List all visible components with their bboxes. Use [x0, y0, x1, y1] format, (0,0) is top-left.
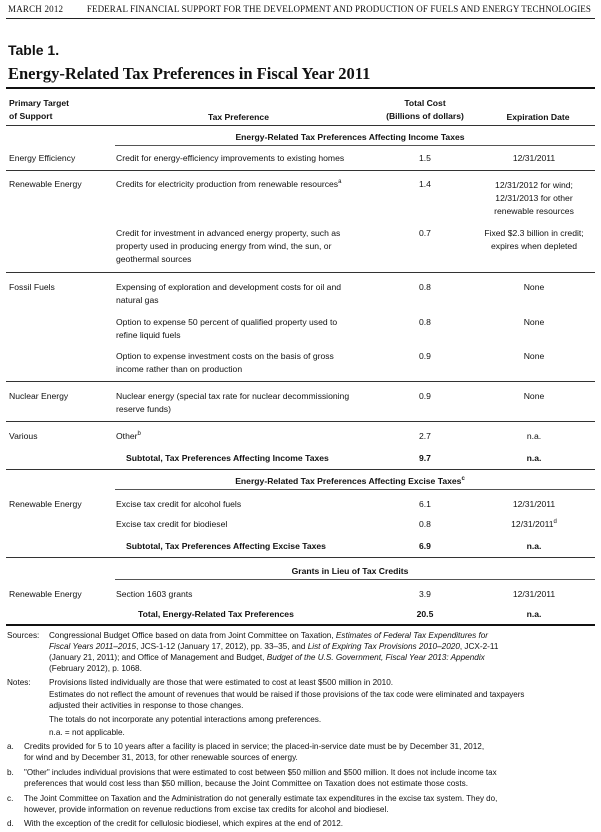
sources-text-3b: Budget of the U.S. Government, Fiscal Year 2013: Appendix [266, 653, 485, 662]
row-ff3-expiration: None [523, 351, 545, 361]
row-ex2-cost: 0.8 [419, 519, 431, 529]
total-label: Total, Energy-Related Tax Preferences [138, 609, 294, 619]
table-bottom-rule [6, 624, 595, 626]
footnote-a-label: a. [7, 742, 14, 751]
row-ex-target: Renewable Energy [9, 499, 82, 509]
row-va-target: Various [9, 431, 38, 441]
row-ex2-expiration-text: 12/31/2011 [511, 519, 554, 529]
col-header-preference: Tax Preference [208, 112, 269, 122]
col-header-cost-1: Total Cost [404, 98, 446, 108]
notes-line-5: n.a. = not applicable. [49, 728, 125, 737]
row-va-cost: 2.7 [419, 431, 431, 441]
row-ff2-expiration: None [523, 317, 545, 327]
notes-label: Notes: [7, 678, 31, 687]
subtotal-excise-cost: 6.9 [419, 541, 431, 551]
footnote-mark-a: a [338, 179, 342, 186]
running-header-date: MARCH 2012 [8, 4, 64, 14]
row-re2-preference-1: Credit for investment in advanced energy property, such as [116, 228, 341, 238]
row-re1-target: Renewable Energy [9, 179, 82, 189]
row-re1-exp-3: renewable resources [494, 206, 574, 216]
row-ee-expiration: 12/31/2011 [512, 153, 556, 163]
col-header-target-2: of Support [9, 111, 53, 121]
section-grants-title: Grants in Lieu of Tax Credits [291, 566, 409, 576]
row-re2-cost: 0.7 [419, 228, 431, 238]
col-header-cost-2: (Billions of dollars) [386, 111, 464, 121]
notes-line-2: Estimates do not reflect the amount of revenues that would be raised if those provisions of the tax code were eliminated and taxpayers [49, 690, 525, 699]
row-ne-expiration: None [523, 391, 545, 401]
section-divider [6, 557, 595, 558]
sources-line-3 [49, 652, 485, 663]
row-ne-cost: 0.9 [419, 391, 431, 401]
row-ex1-preference: Excise tax credit for alcohol fuels [116, 499, 242, 509]
sources-text-3a: (January 21, 2011); and Office of Management and Budget, [49, 653, 265, 662]
row-ex1-expiration: 12/31/2011 [512, 499, 556, 509]
row-re2-exp-2: expires when depleted [491, 241, 577, 251]
row-re1-preference-text: Credits for electricity production from renewable resources [116, 179, 339, 189]
row-gr-cost: 3.9 [419, 589, 431, 599]
row-ff1-expiration: None [523, 282, 545, 292]
sources-text-2a: Fiscal Years 2011–2015 [49, 642, 137, 651]
row-ee-cost: 1.5 [419, 153, 431, 163]
row-ff1-preference-2: natural gas [116, 295, 159, 305]
row-ff3-preference-1: Option to expense investment costs on the basis of gross [116, 351, 334, 361]
row-gr-target: Renewable Energy [9, 589, 82, 599]
row-va-preference [116, 430, 141, 442]
footnote-c-line-2: however, provide information on revenue reductions from excise tax credits for alcohol and biodiesel. [24, 805, 389, 814]
row-ff2-preference-2: refine liquid fuels [116, 330, 181, 340]
section-excise-title-text: Energy-Related Tax Preferences Affecting Excise Taxes [235, 476, 462, 486]
sources-text-2d: , JCX-2-11 [459, 642, 499, 651]
footnote-d-label: d. [7, 819, 14, 828]
row-re1-exp-2: 12/31/2013 for other [495, 193, 573, 203]
footnote-b-label: b. [7, 768, 14, 777]
header-divider [6, 18, 595, 19]
subtotal-income-expiration: n.a. [526, 453, 542, 463]
row-ne-preference-1: Nuclear energy (special tax rate for nuclear decommissioning [116, 391, 350, 401]
row-re2-preference-3: geothermal sources [116, 254, 192, 264]
sources-line-2 [49, 641, 498, 652]
row-ff-target: Fossil Fuels [9, 282, 55, 292]
row-ne-preference-2: reserve funds) [116, 404, 171, 414]
subtotal-income-cost: 9.7 [419, 453, 431, 463]
row-ff3-preference-2: income rather than on production [116, 364, 243, 374]
sources-text-2b: , JCS-1-12 (January 17, 2012), pp. 33–35, and [136, 642, 306, 651]
sources-text-1a: Congressional Budget Office based on data from Joint Committee on Taxation, [49, 631, 334, 640]
table-title: Energy-Related Tax Preferences in Fiscal Year 2011 [8, 64, 371, 83]
section-excise-title [115, 475, 585, 487]
footnote-c-label: c. [7, 794, 14, 803]
row-ff2-cost: 0.8 [419, 317, 431, 327]
subtotal-excise-label: Subtotal, Tax Preferences Affecting Excise Taxes [126, 541, 326, 551]
row-ff2-preference-1: Option to expense 50 percent of qualified property used to [116, 317, 338, 327]
row-va-expiration: n.a. [526, 431, 542, 441]
row-re1-cost: 1.4 [419, 179, 431, 189]
footnote-mark-c: c [461, 476, 465, 483]
row-ex2-preference: Excise tax credit for biodiesel [116, 519, 228, 529]
row-divider [6, 421, 595, 422]
row-ee-preference: Credit for energy-efficiency improvements to existing homes [116, 153, 345, 163]
footnote-mark-b: b [137, 431, 141, 438]
section-divider [6, 469, 595, 470]
section-income-title: Energy-Related Tax Preferences Affecting Income Taxes [235, 132, 465, 142]
notes-line-1: Provisions listed individually are those that were estimated to cost at least $500 million in 2010. [49, 678, 394, 687]
row-re2-exp-1: Fixed $2.3 billion in credit; [484, 228, 584, 238]
subtotal-income-label: Subtotal, Tax Preferences Affecting Income Taxes [126, 453, 329, 463]
sources-line-1 [49, 630, 488, 641]
footnote-c-line-1: The Joint Committee on Taxation and the Administration do not generally estimate tax expenditures in the excise tax system. They do, [24, 794, 498, 803]
row-divider [6, 170, 595, 171]
section-excise-rule [115, 489, 595, 490]
row-ff3-cost: 0.9 [419, 351, 431, 361]
row-va-preference-text: Other [116, 431, 138, 441]
row-ff1-cost: 0.8 [419, 282, 431, 292]
col-header-target-1: Primary Target [9, 98, 70, 108]
footnote-mark-d: d [553, 519, 557, 526]
section-grants-rule [115, 579, 595, 580]
sources-text-1b: Estimates of Federal Tax Expenditures for [335, 631, 489, 640]
sources-text-2c: List of Expiring Tax Provisions 2010–2020 [307, 642, 460, 651]
row-re1-exp-1: 12/31/2012 for wind; [495, 180, 573, 190]
running-header-title: FEDERAL FINANCIAL SUPPORT FOR THE DEVELOPMENT AND PRODUCTION OF FUELS AND ENERGY TECHNOLOGIES [86, 4, 591, 14]
row-divider [6, 272, 595, 273]
title-rule [6, 87, 595, 89]
header-rule [6, 125, 595, 126]
sources-line-4: (February 2012), p. 1068. [49, 664, 142, 673]
table-number: Table 1. [8, 42, 60, 58]
total-cost: 20.5 [416, 609, 434, 619]
footnote-b-line-1: "Other" includes individual provisions that were estimated to cost between $50 million and $500 million. It does not include income tax [24, 768, 497, 777]
sources-label: Sources: [7, 631, 40, 640]
footnote-a-line-2: for wind and by December 31, 2013, for other renewable sources of energy. [24, 753, 298, 762]
footnote-b-line-2: preferences that would cost less than $50 million, because the Joint Committee on Taxation does not estimate those costs. [24, 779, 469, 788]
row-re2-preference-2: property used in producing energy from wind, the sun, or [116, 241, 332, 251]
row-re1-preference [116, 178, 341, 190]
total-expiration: n.a. [526, 609, 542, 619]
notes-line-4: The totals do not incorporate any potential interactions among preferences. [49, 715, 322, 724]
row-ex1-cost: 6.1 [419, 499, 431, 509]
col-header-expiration: Expiration Date [506, 112, 570, 122]
row-gr-expiration: 12/31/2011 [512, 589, 556, 599]
row-ee-target: Energy Efficiency [9, 153, 76, 163]
subtotal-excise-expiration: n.a. [526, 541, 542, 551]
row-divider [6, 381, 595, 382]
footnote-a-line-1: Credits provided for 5 to 10 years after a facility is placed in service; the placed-in-service date must be by December 31, 2012, [24, 742, 485, 751]
section-income-rule [115, 145, 595, 146]
row-gr-preference: Section 1603 grants [116, 589, 193, 599]
row-ff1-preference-1: Expensing of exploration and development costs for oil and [116, 282, 342, 292]
row-ex2-expiration [484, 518, 584, 530]
notes-line-3: adjusted their activities in response to those changes. [49, 701, 244, 710]
footnote-d-line-1: With the exception of the credit for cellulosic biodiesel, which expires at the end of 2012. [24, 819, 344, 828]
row-ne-target: Nuclear Energy [9, 391, 69, 401]
